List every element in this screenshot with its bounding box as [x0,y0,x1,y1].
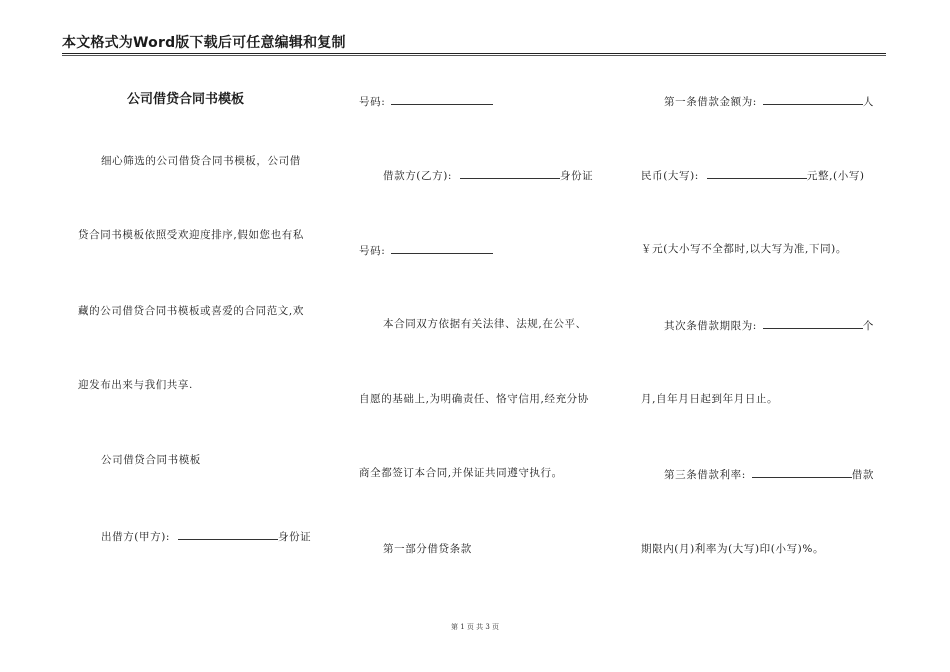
yuan-note: ￥元(大小写不全都时,以大写为准,下同)。 [641,243,847,255]
lender-name-blank [178,528,278,540]
borrower-id-blank [391,242,493,254]
interest-rate-line: 期限内(月)利率为(大写)印(小写)%。 [641,543,825,555]
article-3-suffix: 借款 [851,469,874,481]
article-1-line [664,93,874,109]
preamble-line-3: 商全都签订本合同,并保证共同遵守执行。 [359,467,563,479]
document-title: 公司借贷合同书模板 [127,92,245,107]
article-1-label: 第一条借款金额为: [664,96,757,108]
document-header-title: 本文格式为Word版下载后可任意编辑和复制 [62,35,346,51]
loan-period-line: 月,自年月日起到年月日止。 [641,393,779,405]
id-number-label: 号码: [359,96,386,108]
article-2-line [664,317,874,333]
preamble-line-1: 本合同双方依据有关法律、法规,在公平、 [383,318,587,330]
rmb-suffix: 元整,(小写) [806,170,865,182]
article-3-label: 第三条借款利率: [664,469,746,481]
article-2-label: 其次条借款期限为: [664,320,757,332]
loan-amount-blank [763,93,863,105]
intro-line-3: 藏的公司借贷合同书模板或喜爱的合同范文,欢 [78,305,304,317]
header-rule-top [62,53,886,54]
loan-term-blank [763,317,863,329]
borrower-line [383,167,593,183]
lender-label: 出借方(甲方): [101,531,171,543]
lender-line [101,528,311,544]
part-one-heading: 第一部分借贷条款 [383,543,472,555]
intro-line-4: 迎发布出来与我们共享. [78,379,193,391]
lender-id-number-line [359,93,493,109]
rmb-amount-blank [707,167,807,179]
intro-line-2: 贷合同书模板依照受欢迎度排序,假如您也有私 [78,229,304,241]
rmb-line [641,167,865,183]
header-rule-bottom [62,55,886,56]
borrower-label: 借款方(乙方): [383,170,453,182]
rmb-label: 民币(大写): [641,170,699,182]
interest-rate-blank [752,466,852,478]
id-number-label-2: 号码: [359,245,386,257]
borrower-name-blank [460,167,560,179]
borrower-id-label: 身份证 [559,170,594,182]
borrower-id-number-line [359,242,493,258]
preamble-line-2: 自愿的基础上,为明确责任、恪守信用,经充分协 [359,393,589,405]
article-1-suffix: 人 [862,96,874,108]
lender-id-label: 身份证 [277,531,312,543]
article-2-suffix: 个 [862,320,874,332]
page-number-footer: 第 1 页 共 3 页 [450,623,500,631]
section-subtitle: 公司借贷合同书模板 [101,454,201,466]
article-3-line [664,466,874,482]
lender-id-blank [391,93,493,105]
intro-line-1: 细心筛选的公司借贷合同书模板，公司借 [101,155,301,167]
